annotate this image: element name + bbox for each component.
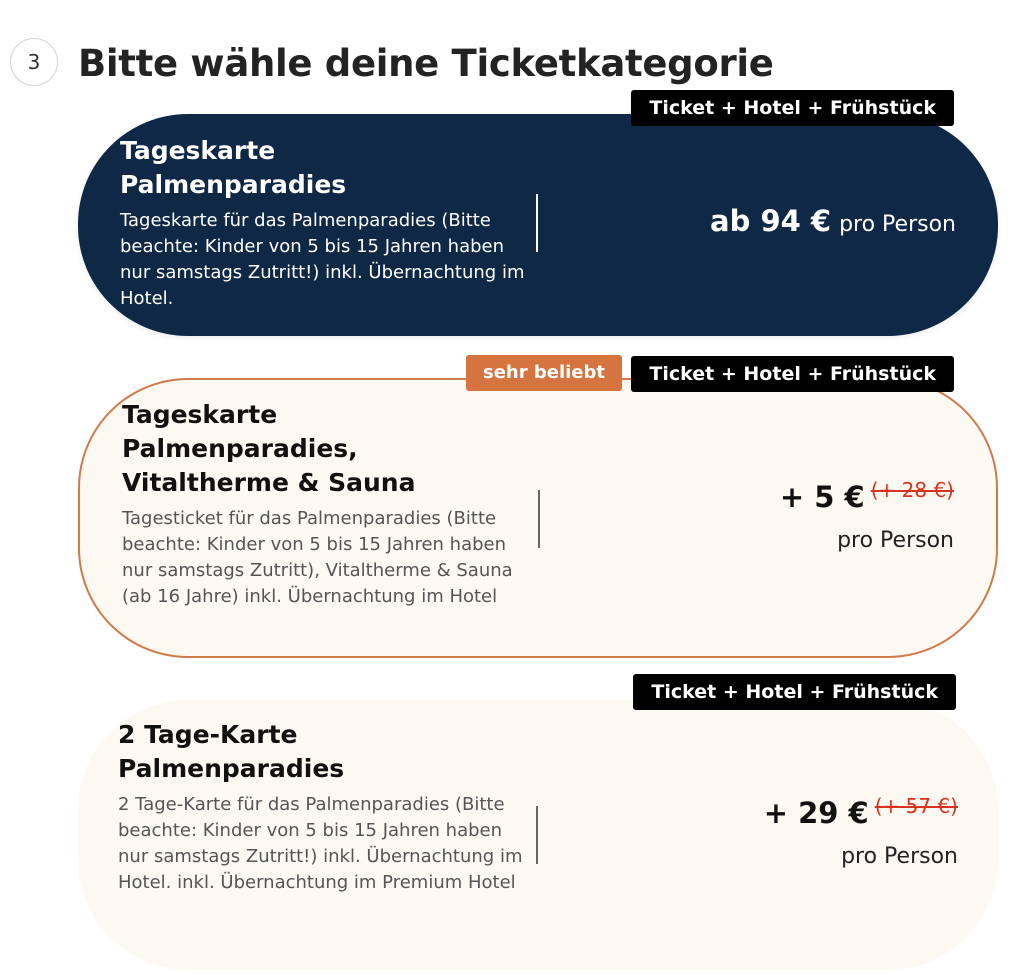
ticket-description: Tageskarte für das Palmenparadies (Bitte beachte: Kinder von 5 bis 15 Jahren haben nur samstags Zutritt!) inkl. Übernachtung im Hotel. <box>120 210 525 309</box>
ticket-price <box>780 478 954 553</box>
step-number: 3 <box>27 50 41 74</box>
ticket-info <box>120 134 530 312</box>
step-number-badge <box>10 38 58 86</box>
ticket-option-tageskarte-therme-sauna[interactable] <box>78 362 998 658</box>
ticket-info <box>122 398 532 610</box>
ticket-price <box>710 204 956 238</box>
ticket-name: Tageskarte Palmenparadies <box>120 136 347 199</box>
divider <box>536 194 538 252</box>
package-tag: Ticket + Hotel + Frühstück <box>633 674 956 710</box>
package-tag: Ticket + Hotel + Frühstück <box>631 90 954 126</box>
page-title: Bitte wähle deine Ticketkategorie <box>78 42 774 85</box>
original-price: (+ 57 €) <box>874 794 958 818</box>
package-tag: Ticket + Hotel + Frühstück <box>631 356 954 392</box>
popular-badge: sehr beliebt <box>466 355 622 391</box>
original-price: (+ 28 €) <box>870 478 954 502</box>
divider <box>538 490 540 548</box>
price-value: + 29 € <box>763 796 869 830</box>
ticket-description: Tagesticket für das Palmenparadies (Bitte beachte: Kinder von 5 bis 15 Jahren haben nur samstags Zutritt), Vitaltherme & Sauna (ab 16 Jahre) inkl. Übernachtung im Hotel <box>122 508 513 607</box>
ticket-option-2-tage-karte[interactable] <box>78 681 998 970</box>
ticket-price <box>764 794 958 869</box>
ticket-name: Tageskarte Palmenparadies, Vitaltherme & Sauna <box>122 400 416 497</box>
ticket-info <box>118 718 528 896</box>
ticket-option-tageskarte[interactable] <box>78 97 998 336</box>
price-per-person: pro Person <box>839 212 956 237</box>
ticket-description: 2 Tage-Karte für das Palmenparadies (Bitte beachte: Kinder von 5 bis 15 Jahren haben nur samstags Zutritt!) inkl. Übernachtung im Hotel. inkl. Übernachtung im Premium Hotel <box>118 794 523 893</box>
divider <box>536 806 538 864</box>
price-value: + 5 € <box>779 480 865 514</box>
price-value: ab 94 € <box>710 204 832 238</box>
ticket-name: 2 Tage-Karte Palmenparadies <box>118 720 345 783</box>
price-per-person: pro Person <box>841 844 958 869</box>
price-per-person: pro Person <box>837 528 954 553</box>
